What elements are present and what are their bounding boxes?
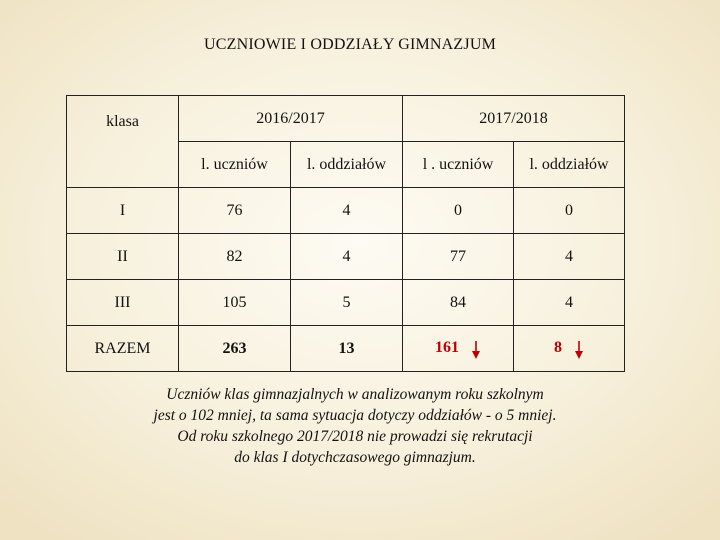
row-uczniow-2017-cell: 0 bbox=[403, 188, 514, 234]
row-oddzialow-2016-cell: 4 bbox=[291, 234, 403, 280]
total-uczniow-2017-cell bbox=[403, 326, 514, 372]
row-uczniow-2017-cell: 77 bbox=[403, 234, 514, 280]
total-oddzialow-2016-cell: 13 bbox=[291, 326, 403, 372]
arrow-down-icon bbox=[574, 341, 584, 359]
table-row bbox=[67, 188, 625, 234]
total-oddzialow-2017-cell bbox=[514, 326, 625, 372]
arrow-down-icon bbox=[471, 341, 481, 359]
row-uczniow-2016-cell: 82 bbox=[179, 234, 291, 280]
subheader-oddzialow-2017: l. oddziałów bbox=[514, 142, 625, 188]
total-label-cell: RAZEM bbox=[67, 326, 179, 372]
caption-line: do klas I dotychczasowego gimnazjum. bbox=[234, 449, 476, 466]
row-klasa-cell: III bbox=[67, 280, 179, 326]
table-row bbox=[67, 280, 625, 326]
header-klasa: klasa bbox=[67, 96, 179, 188]
caption-line: jest o 102 mniej, ta sama sytuacja dotyczy oddziałów - o 5 mniej. bbox=[153, 407, 557, 424]
table-header-row bbox=[67, 96, 625, 142]
table-total-row bbox=[67, 326, 625, 372]
slide-title: UCZNIOWIE I ODDZIAŁY GIMNAZJUM bbox=[203, 36, 497, 53]
summary-caption bbox=[100, 384, 610, 468]
table-row bbox=[67, 234, 625, 280]
caption-line: Uczniów klas gimnazjalnych w analizowanym roku szkolnym bbox=[166, 386, 544, 403]
header-year-2017-2018: 2017/2018 bbox=[403, 96, 625, 142]
row-klasa-cell: I bbox=[67, 188, 179, 234]
row-oddzialow-2016-cell: 4 bbox=[291, 188, 403, 234]
subheader-oddzialow-2016: l. oddziałów bbox=[291, 142, 403, 188]
total-oddzialow-2017-value: 8 bbox=[554, 339, 563, 357]
row-uczniow-2016-cell: 76 bbox=[179, 188, 291, 234]
subheader-uczniow-2016: l. uczniów bbox=[179, 142, 291, 188]
subheader-uczniow-2017: l . uczniów bbox=[403, 142, 514, 188]
row-uczniow-2017-cell: 84 bbox=[403, 280, 514, 326]
row-oddzialow-2017-cell: 4 bbox=[514, 234, 625, 280]
row-oddzialow-2017-cell: 4 bbox=[514, 280, 625, 326]
total-uczniow-2017-value: 161 bbox=[435, 339, 460, 357]
total-uczniow-2016-cell: 263 bbox=[179, 326, 291, 372]
row-oddzialow-2017-cell: 0 bbox=[514, 188, 625, 234]
row-uczniow-2016-cell: 105 bbox=[179, 280, 291, 326]
row-klasa-cell: II bbox=[67, 234, 179, 280]
row-oddzialow-2016-cell: 5 bbox=[291, 280, 403, 326]
caption-line: Od roku szkolnego 2017/2018 nie prowadzi się rekrutacji bbox=[177, 428, 533, 445]
students-table bbox=[66, 95, 625, 372]
header-year-2016-2017: 2016/2017 bbox=[179, 96, 403, 142]
